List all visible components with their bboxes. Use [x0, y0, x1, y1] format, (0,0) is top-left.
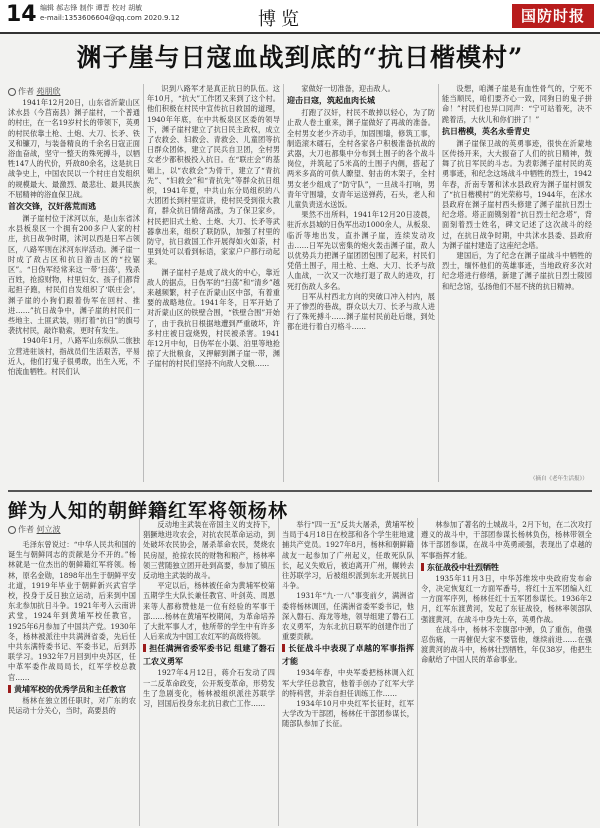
story2-column-1 [8, 540, 136, 826]
story2-byline [8, 524, 61, 535]
section-subhead: 黄埔军校的优秀学员和主任教官 [8, 683, 136, 696]
column-divider [278, 518, 279, 826]
body-paragraph: 林参加了著名的土城战斗，2月下旬，在二次攻打遵义的战斗中，干部团参谋长杨林负伤，杨林带领全体干部团参谋，在战斗中英勇顽强，表现出了卓越的军事指挥才能。 [421, 520, 592, 560]
body-paragraph: 1931年“九·一八”事变前夕，满洲省委将杨林调回，任满洲省委军委书记，他深入磐石、海龙等地，领导组建了磐石工农义勇军，为东北抗日联军的创建作出了重要贡献。 [282, 591, 414, 642]
story1-column-1 [8, 98, 140, 482]
byline-prefix: 作者 [18, 87, 34, 96]
body-paragraph: 反动地主武装在帝国主义的支持下，猖獗地进攻农会，对抗农民革命运动，到处破坏农民协会，屠杀革命农民，焚烧农民房屋，抢掠农民的财物和粮产，杨林率领三营随独立团开赴到高要，参加了镇压反动地主武装的战斗。 [143, 520, 275, 581]
story-divider [8, 490, 592, 492]
body-paragraph: 家做好一切准备，迎击敌人。 [301, 84, 395, 93]
author-icon [8, 526, 16, 534]
section-subhead: 抗日楷模，英名永垂青史 [442, 126, 530, 136]
body-paragraph: 毛泽东曾说过：“中华人民共和国的诞生与朝鲜同志的贡献是分不开的。”杨林就是一位杰出的朝鲜籍红军将领。杨林，原名金勋，1898年出生于朝鲜平安北道，1919年毕业于朝鲜新兴武官学校，投身于反日独立运动，后来到中国东北参加抗日斗争。1921年考入云南讲武堂，1924年到黄埔军校任教官，1925年6月参加了中国共产党。1930年冬，杨林被派往中共满洲省委，先后任中共东满特委书记、军委书记，后到苏联学习。1932年7月回到中央苏区，任中革军委作战局局长，红军学校总教官…… [8, 540, 136, 682]
body-paragraph: 打跑了汉奸，村民不敢掉以轻心，为了防止敌人卷土重来，渊子崖做好了再战的准备。全村男女老少齐动手，加固围墙，修筑工事，制造滚木礌石，全村各家各户积极准备抗战的武器，大刀也都集中分布到土围子的各个战斗岗位，并筑起了5米高的土围子内侧，搭起了两米多高的可供人瞭望、射击的木架子，全村男女老少组成了“防守队”，一旦战斗打响，男青年守围墙，女青年运送弹药，石头，老人和儿童负责送水送饭。 [287, 108, 435, 210]
body-paragraph: 渊子崖村位于沭河以东，是山东省沭水县板泉区一个拥有200多户人家的村庄，抗日战争时期，沭河以西是日军占领区，八路军则在沭河东岸活动。渊子崖一时成了敌占区和抗日游击区的“拉锯区”。“日伪军经常来这一带‘扫荡’，残杀百姓，抢掠财物，村里妇女、孩子们都背起担子跑，村民们自发组织了‘联庄会’，渊子崖的小狗们跟着伪军在回村、推进……”抗日战争中，渊子崖的村民们一些地主、土匪武装，则打着“抗日”的旗号袭扰村民，敲诈勒索，更时有发生。 [8, 214, 140, 336]
story2-headline: 鲜为人知的朝鲜籍红军将领杨林 [8, 500, 289, 522]
section-subhead: 长征战斗中表现了卓越的军事指挥才能 [282, 644, 414, 667]
section-subhead: 担任满洲省委军委书记 组建了磐石工农义勇军 [143, 644, 275, 667]
byline-author: 何立波 [36, 525, 61, 534]
body-paragraph: 渊子崖村子是成了战火的中心，靠近敌人的据点，日伪军的“扫荡”和“清乡”越来越频繁，村子在沂蒙山区中部，有着重要的战略地位。1941年冬，日军开始了对沂蒙山区的铁壁合围，“铁壁合围”开始了，由于我抗日根据地遭到严重破坏，许多村庄被日寇烧毁，村民被杀害。1941年12月中旬，日伪军在小渠、泊里等地抢掠了大批粮食，又押解到渊子崖一带，渊子崖村的村民们坚持不向敌人交粮…… [147, 267, 280, 369]
body-paragraph: 杨林在独立团任职时，对广东的农民运动十分关心，当时，高要县的 [8, 695, 136, 716]
column-divider [143, 84, 144, 482]
body-paragraph: 1927年4月12日，蒋介石发动了四一二反革命政变，公开叛变革命，形势发生了急剧变化，杨林被组织派往苏联学习，回国后投身东北抗日救亡工作…… [143, 668, 275, 709]
body-paragraph: 果然不出所料，1941年12月20日凌晨，驻沂水县城的日伪军出动1000余人，从板泉、临沂等地出发，直扑渊子崖，连续发动攻击……日军先以密集的炮火轰击渊子崖，敌人以优势兵力把渊子崖团团包围了起来，村民们凭借土围子，用土枪、土炮、大刀、长矛与敌人血战，一次又一次地打退了敌人的进攻，打死打伤敌人多名。 [287, 210, 435, 291]
section-subhead: 东征战役中壮烈牺牲 [421, 561, 592, 574]
page-number: 14 [6, 2, 37, 27]
body-paragraph: 识到八路军才是真正抗日的队伍。这年10月，“抗大”工作团又来到了这个村。他们积极在村民中宣传抗日救国的道理，1940年年底，在中共板泉区区委的领导下，渊子崖村建立了抗日民主政权，成立了农救会、妇救会、青救会、儿童团等抗日群众团体，建立了民兵自卫团，全村男女老少都积极投入抗日。在“联庄会”的基础上，以“农救会”为骨干，建立了“青抗先”、“妇救会”和“青抗先”等群众抗日组织，1941年夏，中共山东分局组织的八大团团长到村里宣讲，使村民受到很大教育，群众抗日情绪高涨，为了保卫家乡，村民把旧式土枪、土炮、大刀、长矛等武器拿出来，组织了联防队，加强了村里的防守，抗日救国工作开展得如火如荼，村里到处可以看到标语，家家户户都行动起来。 [147, 84, 280, 267]
header-meta [40, 3, 180, 23]
editor-credits: 编辑 郝志锋 制作 谭晋 校对 胡敏 [40, 4, 143, 12]
body-paragraph: 设想，咱渊子崖是有血性骨气的，宁死不能当顺民，咱们要齐心一致，同狗日的鬼子拼命！”村民们也异口同声：“宁可站着死，决不跪着活，大伙儿和你们拼了！” [442, 84, 592, 124]
body-paragraph: 1940年1月，八路军山东纵队二旅独立营进驻该村，指战员们生活艰苦，平易近人，他们打鬼子很勇敢，出生入死，不怕流血牺牲。村民们认 [8, 336, 140, 377]
story1-byline [8, 86, 61, 97]
column-divider [283, 84, 284, 482]
byline-author: 苑朋欣 [36, 87, 61, 96]
body-paragraph: 在战斗中，杨林不幸腹部中弹，负了重伤，他强忍伤痛，一再催促大家不要管他，继续前进……在强渡黄河的战斗中，杨林壮烈牺牲，年仅38岁，他把生命献给了中国人民的革命事业。 [421, 624, 592, 665]
story2-column-2 [143, 520, 275, 826]
story1-column-4 [442, 84, 592, 472]
body-paragraph: 1935年11月3日，中华苏维埃中央政府发布命令，决定恢复红一方面军番号，将红十五军团编入红一方面军序列，杨林任红十五军团参谋长。1936年2月，红军东渡黄河，发起了东征战役，杨林率领部队强渡黄河，在战斗中身先士卒，英勇作战。 [421, 573, 592, 624]
section-title: 博览 [258, 9, 304, 30]
story1-column-3 [287, 84, 435, 482]
byline-prefix: 作者 [18, 525, 34, 534]
author-icon [8, 88, 16, 96]
story1-headline: 渊子崖与日寇血战到底的“抗日楷模村” [76, 43, 524, 72]
story1-column-2 [147, 84, 280, 482]
contact-date: e-mail:1353606604@qq.com 2020.9.12 [40, 14, 180, 22]
column-divider [417, 518, 418, 826]
body-paragraph: 渊子崖保卫战的英勇事迹，很快在沂蒙地区传扬开来，大大振奋了人们的抗日精神，鼓舞了抗日军民的斗志。为表彰渊子崖村民的英勇事迹，和纪念这场战斗中牺牲的烈士，1942年春，沂南专署和沭水县政府为渊子崖村颁发了“抗日楷模村”的光荣称号，1944年，在沭水县政府在渊子崖村西头修建了渊子崖抗日烈士纪念塔。塔正面镌刻着“抗日烈士纪念塔”，背面刻着烈士姓名，碑文记述了这次战斗的经过，在抗日战争时期，中共沭水县委、县政府为渊子崖村建造了这座纪念塔。 [442, 138, 592, 250]
body-paragraph: 1934年春，中央军委把杨林调入红军大学任总教官，他着手创办了红军大学的特科营，并亲自担任训练工作…… [282, 668, 414, 698]
body-paragraph: 日军从村西北方向的突破口冲入村内，展开了惨烈的巷战，群众以大刀、长矛与敌人进行了殊死搏斗……渊子崖村民前赴后继，到处都在进行着白刃格斗…… [287, 291, 435, 332]
body-paragraph: 1941年12月20日，山东省沂蒙山区沭水县（今莒南县）渊子崖村，一个普通的村庄，在一名19岁村长的带领下，英勇的村民依靠土枪、土炮、大刀、长矛、铁叉和镰刀，与装备精良的千余名日寇正面浴血奋战，坚守一整天的殊死搏斗，以牺牲147人的代价，歼敌80余名，这是抗日战争史上，中国农民以一个村庄自发组织的规模最大、最激烈、最悲壮、最具民族不屈精神的浴血保卫战。 [8, 98, 140, 199]
page-header [0, 0, 600, 34]
body-paragraph: 建国后，为了纪念在渊子崖战斗中牺牲的烈士，缅怀他们的英雄事迹，当地政府多次对纪念塔进行修缮，新建了渊子崖抗日烈士陵园和纪念馆，弘扬他们不屈不挠的抗日精神。 [442, 251, 592, 291]
story2-column-3 [282, 520, 414, 826]
section-subhead: 首次交锋，汉奸落荒而逃 [8, 202, 96, 212]
column-divider [438, 84, 439, 482]
section-subhead: 迎击日寇，筑起血肉长城 [287, 96, 375, 106]
body-paragraph: 举行“四一五”反共大屠杀，黄埔军校当局于4月18日在校部和各个学生驻地逮捕共产党员。1927年8月，杨林和朝鲜籍战友一起参加了广州起义，任敢死队队长，起义失败后，被迫离开广州，辗转去往苏联学习，后被组织派到东北开展抗日斗争。 [282, 520, 414, 591]
masthead-logo: 国防时报 [512, 4, 594, 28]
source-note: （摘自《老年生活报》） [530, 476, 588, 482]
story2-column-4 [421, 520, 592, 826]
body-paragraph: 平定以后，杨林被任命为黄埔军校第五期学生大队长兼任教官、叶剑英、周恩来等人都称赞他是一位有经验的军事干部……杨林在黄埔军校期间，为革命培养了大批军事人才，他所带的学生中有许多人后来成为中国工农红军的高级将领。 [143, 581, 275, 642]
body-paragraph: 1934年10月中央红军长征时，红军大学改为干部团，杨林任干部团参谋长，随部队参加了长征。 [282, 699, 414, 729]
column-divider [139, 518, 140, 826]
